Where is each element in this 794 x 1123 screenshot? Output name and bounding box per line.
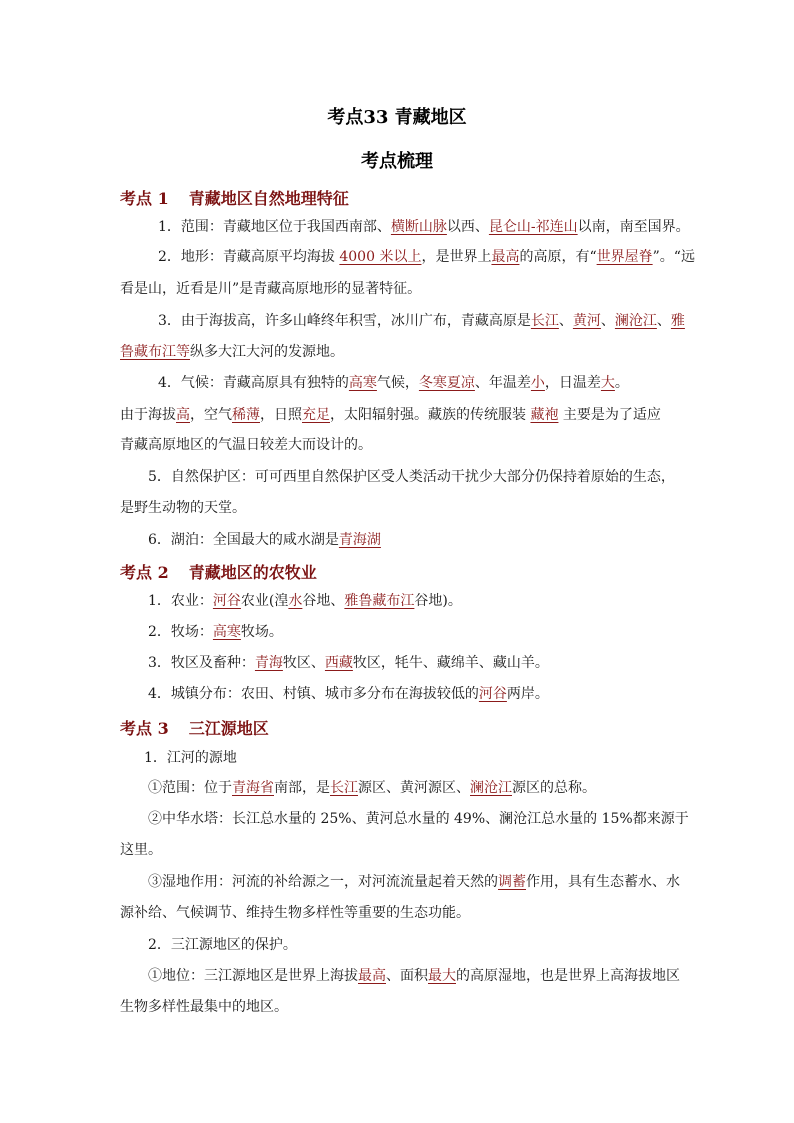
text-segment: ①范围：位于 <box>148 780 232 796</box>
text-segment: 气候， <box>376 375 419 391</box>
text-segment: 1．江河的源地 <box>144 750 237 766</box>
answer-blank: 青海湖 <box>338 532 381 548</box>
section-number: 考点 1 <box>120 189 169 208</box>
text-segment: 以西、 <box>446 219 489 235</box>
answer-blank: 河谷 <box>478 686 507 702</box>
answer-blank: 4000 米以上 <box>339 249 422 265</box>
text-segment: 4．城镇分布：农田、村镇、城市多分布在海拔较低的 <box>148 686 479 702</box>
text-line <box>148 872 708 892</box>
text-segment: ，日温差 <box>544 375 601 391</box>
answer-blank: 最高 <box>358 968 386 984</box>
answer-blank: 最大 <box>428 968 456 984</box>
text-segment: ，太阳辐射强。藏族的传统服装 <box>330 407 531 423</box>
text-segment: 6．湖泊：全国最大的咸水湖是 <box>148 532 339 548</box>
answer-blank: 鲁藏布江等 <box>120 344 190 360</box>
answer-blank: 青海省 <box>232 780 274 796</box>
text-line <box>148 653 708 673</box>
text-segment: 源区的总称。 <box>512 780 596 796</box>
text-segment: ，日照 <box>260 407 302 423</box>
text-segment: 、 <box>656 313 671 329</box>
answer-blank: 昆仑山-祁连山 <box>488 219 578 235</box>
section-title: 青藏地区自然地理特征 <box>188 189 349 208</box>
answer-blank: 高 <box>176 407 190 423</box>
text-line <box>120 435 680 455</box>
text-line <box>148 622 708 642</box>
answer-blank: 高寒 <box>212 624 241 640</box>
page-title: 考点33 青藏地区 <box>327 107 467 128</box>
text-segment: 2．三江源地区的保护。 <box>148 937 297 953</box>
answer-blank: 调蓄 <box>498 874 526 890</box>
answer-blank: 冬寒夏凉 <box>418 375 475 391</box>
text-segment: 源补给、气候调节、维持生物多样性等重要的生态功能。 <box>120 905 470 921</box>
text-segment: 2．地形：青藏高原平均海拔 <box>158 249 340 265</box>
section-title: 青藏地区的农牧业 <box>188 563 317 582</box>
text-line <box>148 778 708 798</box>
text-segment: ②中华水塔：长江总水量的 25%、黄河总水量的 49%、澜沧江总水量的 15%都来源于 <box>148 811 689 827</box>
answer-blank: 藏袍 <box>530 407 559 423</box>
text-line <box>120 342 680 362</box>
text-line <box>120 903 680 923</box>
answer-blank: 澜沧江 <box>614 313 657 329</box>
text-segment: 3．牧区及畜种： <box>148 655 255 671</box>
section-heading <box>120 716 269 739</box>
answer-blank: 长江 <box>330 780 358 796</box>
text-segment: 牧区、 <box>282 655 325 671</box>
text-segment: 源区、黄河源区、 <box>358 780 470 796</box>
text-segment: 生物多样性最集中的地区。 <box>120 999 288 1015</box>
text-segment: 谷地、 <box>302 593 345 609</box>
answer-blank: 稀薄 <box>232 407 260 423</box>
text-segment: 、面积 <box>386 968 428 984</box>
text-segment: 纵多大江大河的发源地。 <box>190 344 344 360</box>
section-title: 三江源地区 <box>188 719 269 738</box>
section-number: 考点 2 <box>120 563 169 582</box>
text-segment: 5．自然保护区：可可西里自然保护区受人类活动干扰少大部分仍保持着原始的生态， <box>148 469 675 485</box>
section-heading <box>120 186 349 209</box>
text-segment: ③湿地作用：河流的补给源之一，对河流流量起着天然的 <box>148 874 498 890</box>
text-line <box>148 530 708 550</box>
text-line <box>158 373 718 393</box>
text-segment: 的高原，有“ <box>519 249 597 265</box>
section-number: 考点 3 <box>120 719 169 738</box>
page-subtitle: 考点梳理 <box>361 151 433 172</box>
text-segment: 、 <box>600 313 615 329</box>
text-segment: 3．由于海拔高，许多山峰终年积雪，冰川广布，青藏高原是 <box>158 313 531 329</box>
text-segment: 、年温差 <box>474 375 531 391</box>
answer-blank: 雅 <box>670 313 685 329</box>
text-segment: ”。“远 <box>652 249 695 265</box>
text-segment: 是野生动物的天堂。 <box>120 500 246 516</box>
text-segment: ，是世界上 <box>421 249 492 265</box>
answer-blank: 横断山脉 <box>390 219 447 235</box>
text-segment: 的高原湿地，也是世界上高海拔地区 <box>456 968 680 984</box>
text-segment: 由于海拔 <box>120 407 176 423</box>
answer-blank: 充足 <box>302 407 330 423</box>
text-segment: ①地位：三江源地区是世界上海拔 <box>148 968 358 984</box>
text-line <box>120 997 680 1017</box>
answer-blank: 世界屋脊 <box>596 249 653 265</box>
text-segment: 牧区，牦牛、藏绵羊、藏山羊。 <box>352 655 549 671</box>
text-segment: 农业(湟 <box>240 593 289 609</box>
answer-blank: 小 <box>530 375 545 391</box>
text-segment: 以南，南至国界。 <box>577 219 690 235</box>
text-segment: 1．农业： <box>148 593 213 609</box>
answer-blank: 高寒 <box>348 375 377 391</box>
answer-blank: 澜沧江 <box>470 780 512 796</box>
text-line <box>120 279 680 299</box>
text-segment: 1．范围：青藏地区位于我国西南部、 <box>158 219 391 235</box>
text-segment: 青藏高原地区的气温日较差大而设计的。 <box>120 437 372 453</box>
text-line <box>158 247 718 267</box>
answer-blank: 最高 <box>491 249 520 265</box>
text-line <box>158 217 718 237</box>
answer-blank: 青海 <box>254 655 283 671</box>
text-segment: 作用，具有生态蓄水、水 <box>526 874 680 890</box>
answer-blank: 雅鲁藏布江 <box>344 593 415 609</box>
answer-blank: 黄河 <box>572 313 601 329</box>
text-segment: 谷地)。 <box>414 593 462 609</box>
text-line <box>120 498 680 518</box>
text-line <box>148 684 708 704</box>
text-line <box>148 467 708 487</box>
text-line <box>148 935 708 955</box>
answer-blank: 水 <box>288 593 303 609</box>
text-segment: 看是山，近看是川”是青藏高原地形的显著特征。 <box>120 281 422 297</box>
text-segment: 南部，是 <box>274 780 330 796</box>
answer-blank: 大 <box>600 375 615 391</box>
text-line <box>148 966 708 986</box>
text-line <box>148 591 708 611</box>
text-segment: 牧场。 <box>240 624 283 640</box>
text-line <box>120 840 680 860</box>
text-segment: 2．牧场： <box>148 624 213 640</box>
section-heading <box>120 560 317 583</box>
text-segment: 4．气候：青藏高原具有独特的 <box>158 375 349 391</box>
text-segment: 两岸。 <box>506 686 549 702</box>
text-segment: 主要是为了适应 <box>558 407 661 423</box>
text-line <box>120 405 680 425</box>
answer-blank: 河谷 <box>212 593 241 609</box>
answer-blank: 西藏 <box>324 655 353 671</box>
text-line <box>148 809 708 829</box>
text-segment: 。 <box>614 375 629 391</box>
text-line <box>158 311 718 331</box>
text-segment: ，空气 <box>190 407 232 423</box>
text-segment: 、 <box>558 313 573 329</box>
text-segment: 这里。 <box>120 842 162 858</box>
text-line <box>144 748 704 768</box>
answer-blank: 长江 <box>530 313 559 329</box>
